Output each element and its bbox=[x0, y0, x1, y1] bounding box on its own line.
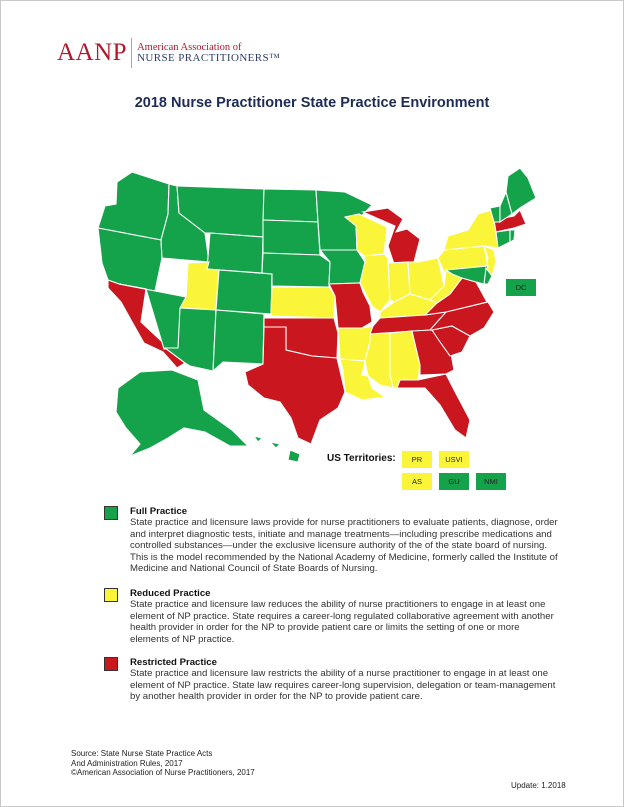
legend-text-reduced: State practice and licensure law reduces the ability of nurse practitioners to engage in at least one element of NP practice. State requires a career-long regulated collaborative agreement with another health provider in order for the NP to provide patient care or limits the setting of one or more elements of NP practice. bbox=[130, 599, 554, 645]
source-line-2: And Administration Rules, 2017 bbox=[71, 758, 183, 768]
territory-label: USVI bbox=[445, 455, 463, 464]
state-co bbox=[216, 270, 272, 314]
state-me bbox=[506, 168, 536, 214]
logo-line-1: American Association of bbox=[137, 42, 242, 53]
dc-label: DC bbox=[515, 283, 527, 292]
legend-heading-full: Full Practice bbox=[130, 506, 188, 517]
source-line-1: Source: State Nurse State Practice Acts bbox=[71, 749, 213, 758]
source-note bbox=[71, 749, 255, 778]
update-note: Update: 1.2018 bbox=[511, 781, 566, 790]
state-fl bbox=[397, 374, 470, 438]
territory-label: PR bbox=[411, 455, 423, 464]
state-ut bbox=[180, 262, 219, 310]
legend-heading-restricted: Restricted Practice bbox=[130, 657, 217, 668]
territory-label: AS bbox=[411, 477, 422, 486]
state-nm bbox=[213, 310, 264, 371]
state-nd bbox=[263, 189, 318, 222]
territory-as bbox=[402, 473, 432, 490]
dc-box bbox=[506, 279, 536, 296]
territory-pr bbox=[402, 451, 432, 468]
state-ri bbox=[510, 230, 515, 242]
state-wy bbox=[207, 233, 263, 273]
territories-label: US Territories: bbox=[327, 453, 396, 464]
state-ct bbox=[496, 230, 510, 248]
territory-nmi bbox=[476, 473, 506, 490]
logo-line-2: NURSE PRACTITIONERS™ bbox=[137, 52, 281, 64]
legend-text-full: State practice and licensure laws provide for nurse practitioners to evaluate patients, diagnose, order and interpret diagnostic tests, initiate and manage treatments—including prescribe medications and controlled substances—under the exclusive licensure authority of the of the state board of nursing. This is the model recommended by the National Academy of Medicine, formerly called the Institute of Medicine and National Council of State Boards of Nursing. bbox=[130, 517, 558, 575]
legend-heading-reduced: Reduced Practice bbox=[130, 588, 211, 599]
territory-usvi bbox=[439, 451, 469, 468]
state-hi bbox=[254, 436, 300, 462]
logo-acronym: AANP bbox=[57, 39, 128, 66]
legend-swatch-restricted bbox=[104, 657, 118, 671]
state-ak bbox=[116, 370, 248, 456]
legend-restricted bbox=[130, 657, 560, 703]
legend-swatch-reduced bbox=[104, 588, 118, 602]
legend-text-restricted: State practice and licensure law restricts the ability of a nurse practitioner to engage in at least one element of NP practice. State law requires career-long supervision, delegation or team-management by another health provider in order for the NP to provide patient care. bbox=[130, 668, 556, 703]
legend-reduced bbox=[130, 588, 560, 645]
state-ny bbox=[444, 210, 498, 250]
source-line-3: ©American Association of Nurse Practitioners, 2017 bbox=[71, 768, 255, 778]
legend-full bbox=[130, 506, 560, 574]
legend-swatch-full bbox=[104, 506, 118, 520]
territory-gu bbox=[439, 473, 469, 490]
state-ne bbox=[262, 253, 330, 287]
territory-label: NMI bbox=[484, 477, 498, 486]
territory-label: GU bbox=[448, 477, 460, 486]
state-sd bbox=[263, 220, 320, 255]
state-ks bbox=[271, 287, 335, 318]
page-title: 2018 Nurse Practitioner State Practice Environment bbox=[134, 95, 490, 111]
